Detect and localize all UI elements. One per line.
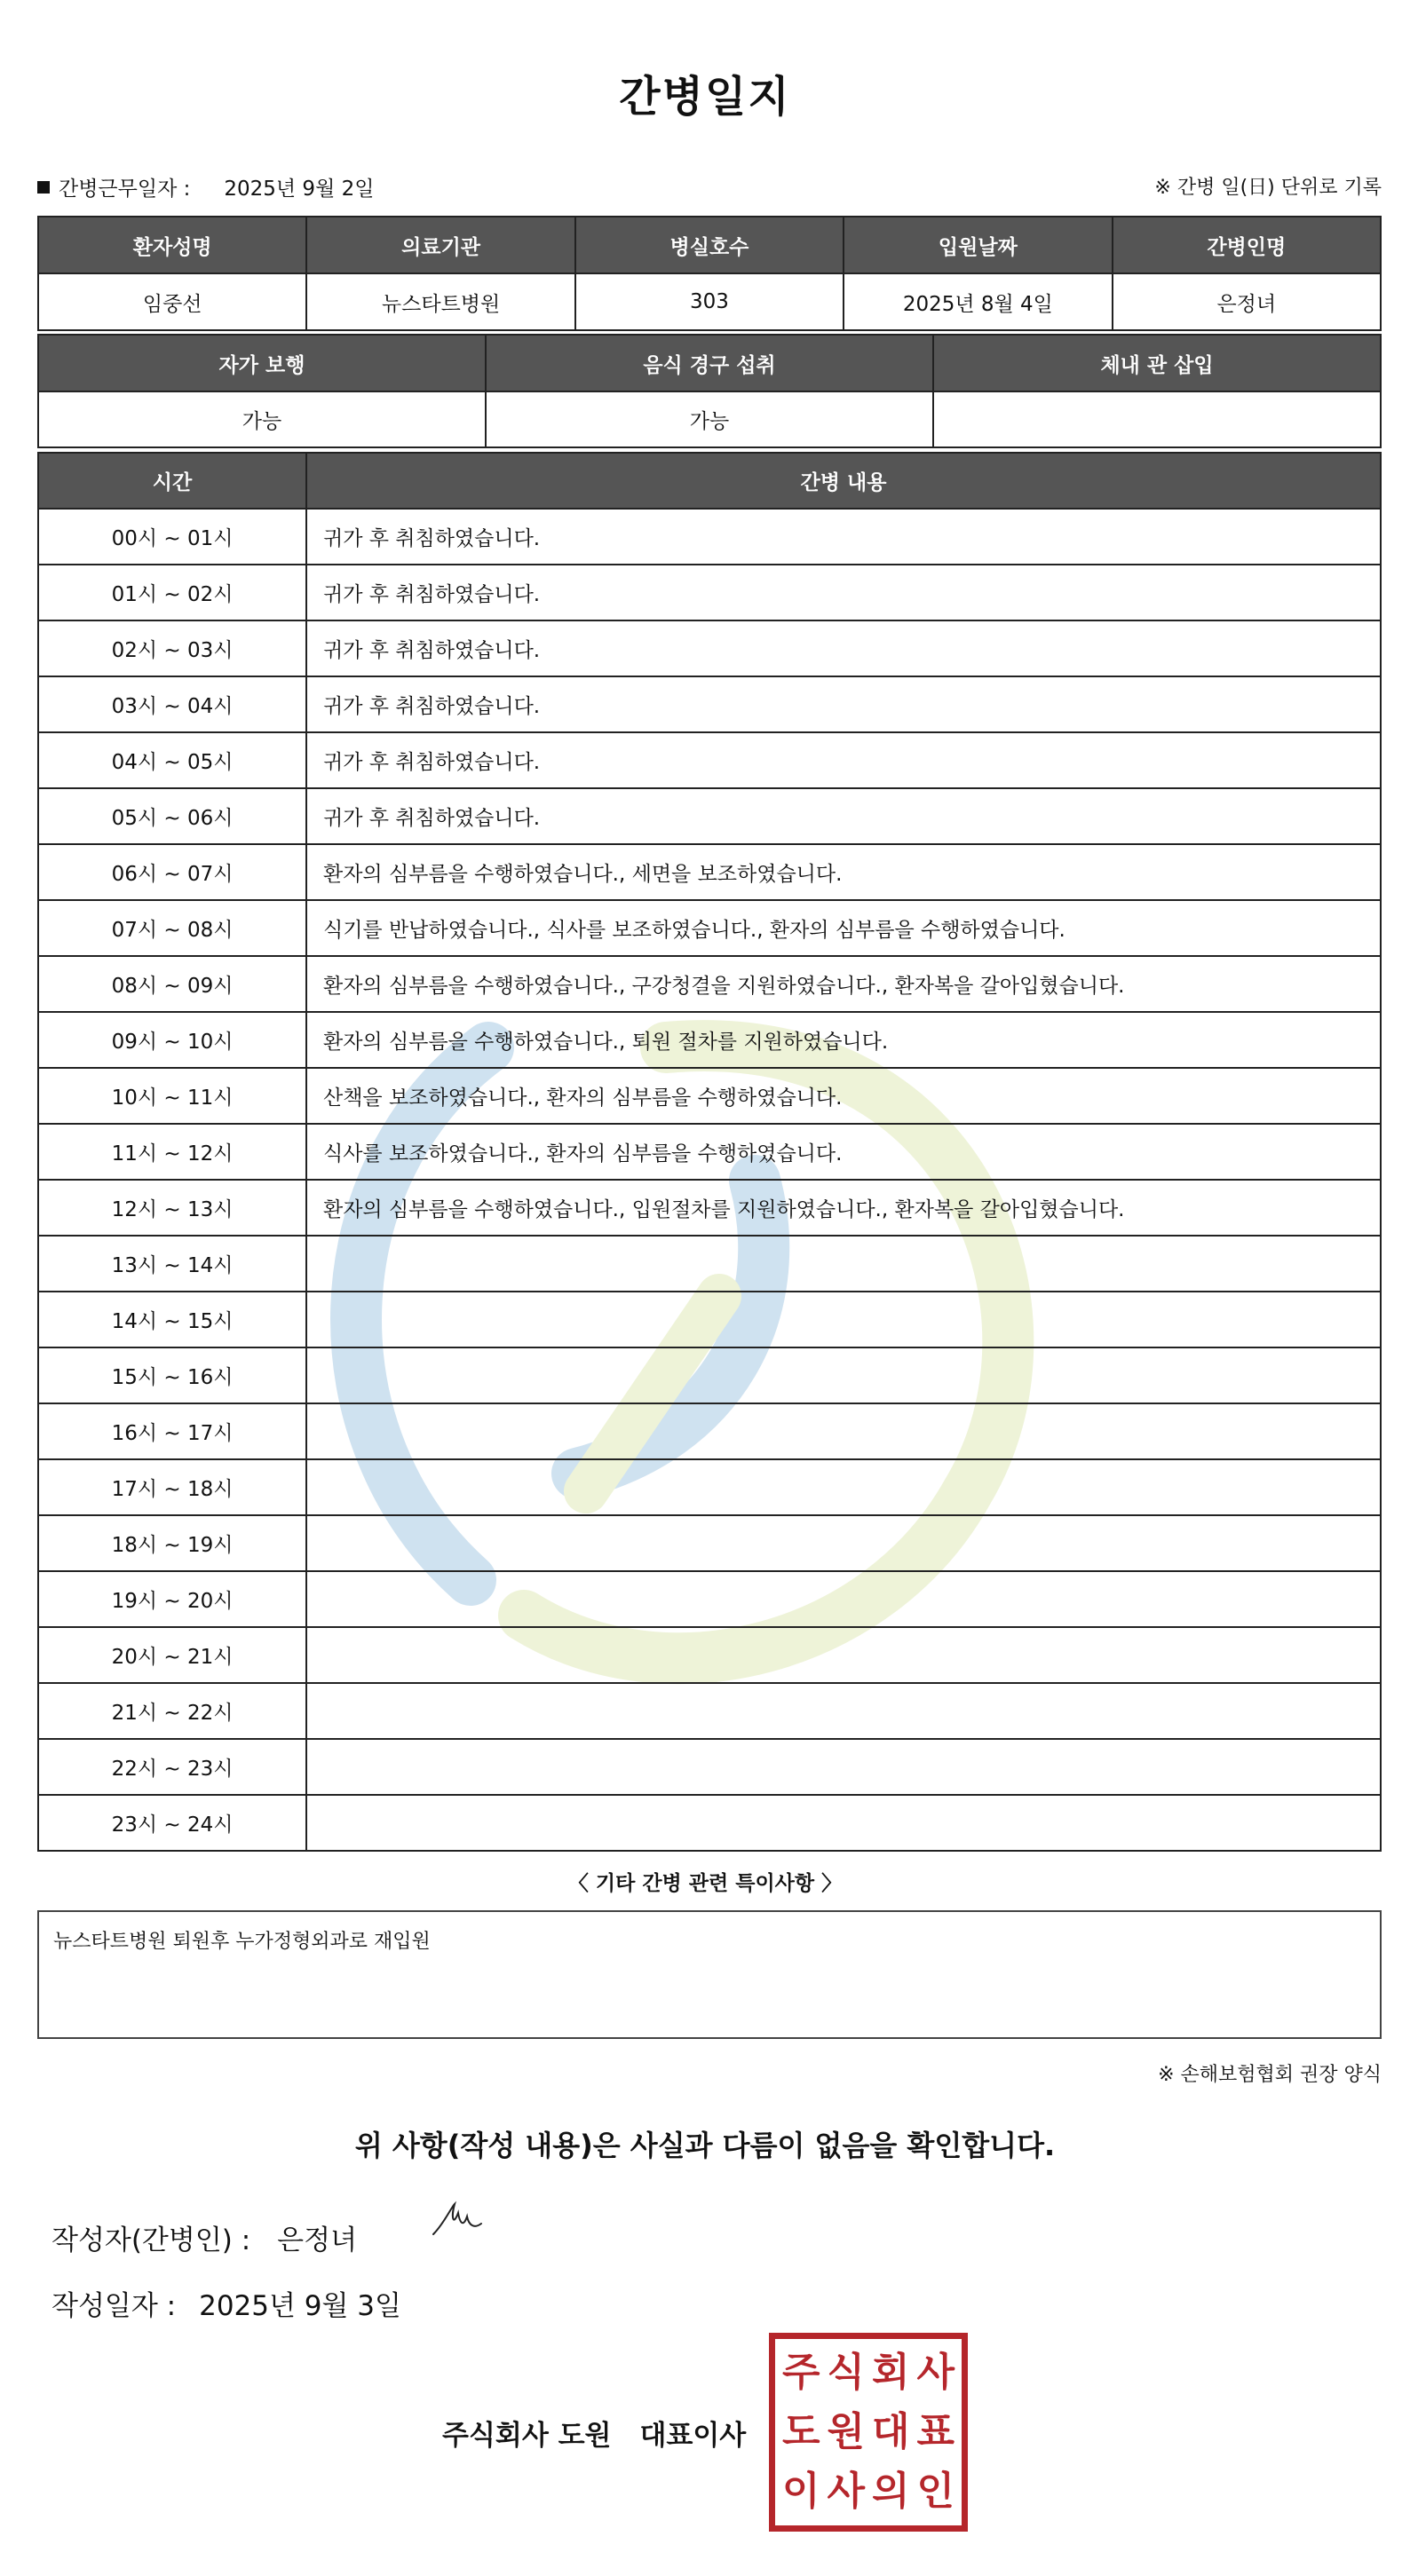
signature-mark bbox=[432, 2197, 485, 2241]
care-note bbox=[306, 1236, 1381, 1292]
table-row bbox=[38, 676, 1381, 732]
table-row bbox=[38, 844, 1381, 900]
table-row bbox=[38, 1627, 1381, 1683]
remarks-text: 뉴스타트병원 퇴원후 누가정형외과로 재입원 bbox=[53, 1931, 431, 1953]
table-row bbox=[38, 1795, 1381, 1851]
care-note bbox=[306, 1627, 1381, 1683]
care-time: 18시 ~ 19시 bbox=[38, 1515, 306, 1571]
page-title: 간병일지 bbox=[619, 72, 791, 122]
care-note: 환자의 심부름을 수행하였습니다., 입원절차를 지원하였습니다., 환자복을 갈아입혔습니다. bbox=[306, 1180, 1381, 1236]
written-date: 2025년 9월 3일 bbox=[199, 2290, 401, 2322]
written-date-line bbox=[51, 2283, 401, 2323]
care-time: 08시 ~ 09시 bbox=[38, 956, 306, 1012]
care-note: 식사를 보조하였습니다., 환자의 심부름을 수행하였습니다. bbox=[306, 1124, 1381, 1180]
table-row bbox=[38, 1292, 1381, 1347]
table-row bbox=[38, 1739, 1381, 1795]
unit-note: ※ 간병 일(日) 단위로 기록 bbox=[1154, 177, 1382, 199]
table-row bbox=[38, 788, 1381, 844]
writer-name: 은정녀 bbox=[277, 2224, 358, 2256]
table-row bbox=[38, 956, 1381, 1012]
table-row bbox=[38, 620, 1381, 676]
room-number: 303 bbox=[575, 273, 844, 330]
care-note bbox=[306, 1403, 1381, 1459]
oral-intake-value: 가능 bbox=[486, 391, 933, 447]
tube-value bbox=[933, 391, 1381, 447]
header-room: 병실호수 bbox=[575, 217, 844, 273]
care-note: 환자의 심부름을 수행하였습니다., 퇴원 절차를 지원하였습니다. bbox=[306, 1012, 1381, 1068]
care-time: 02시 ~ 03시 bbox=[38, 620, 306, 676]
work-date-value: 2025년 9월 2일 bbox=[224, 178, 375, 201]
work-date bbox=[37, 172, 374, 201]
care-time: 21시 ~ 22시 bbox=[38, 1683, 306, 1739]
table-row bbox=[38, 1347, 1381, 1403]
table-row bbox=[38, 1571, 1381, 1627]
care-note bbox=[306, 1795, 1381, 1851]
care-time: 07시 ~ 08시 bbox=[38, 900, 306, 956]
company-title: 대표이사 bbox=[639, 2420, 747, 2452]
written-date-label: 작성일자 : bbox=[51, 2290, 177, 2322]
table-row bbox=[38, 1180, 1381, 1236]
company-line bbox=[442, 2413, 746, 2453]
care-time: 04시 ~ 05시 bbox=[38, 732, 306, 788]
seal-char: 주 bbox=[781, 2349, 820, 2395]
table-row bbox=[38, 900, 1381, 956]
care-time: 13시 ~ 14시 bbox=[38, 1236, 306, 1292]
hospital: 뉴스타트병원 bbox=[306, 273, 574, 330]
remarks-title: 〈 기타 간병 관련 특이사항 〉 bbox=[567, 1872, 843, 1895]
care-time: 19시 ~ 20시 bbox=[38, 1571, 306, 1627]
patient-info-table bbox=[37, 216, 1382, 331]
care-time: 16시 ~ 17시 bbox=[38, 1403, 306, 1459]
header-tube: 체내 관 삽입 bbox=[933, 335, 1381, 391]
care-time: 12시 ~ 13시 bbox=[38, 1180, 306, 1236]
remarks-box bbox=[37, 1910, 1382, 2039]
care-note: 귀가 후 취침하였습니다. bbox=[306, 509, 1381, 565]
header-admission-date: 입원날짜 bbox=[844, 217, 1112, 273]
care-note: 환자의 심부름을 수행하였습니다., 구강청결을 지원하였습니다., 환자복을 갈아입혔습니다. bbox=[306, 956, 1381, 1012]
care-time: 15시 ~ 16시 bbox=[38, 1347, 306, 1403]
table-row bbox=[38, 1124, 1381, 1180]
care-note: 귀가 후 취침하였습니다. bbox=[306, 565, 1381, 620]
care-time: 14시 ~ 15시 bbox=[38, 1292, 306, 1347]
table-row bbox=[38, 1068, 1381, 1124]
seal-char: 사 bbox=[916, 2349, 955, 2395]
caregiver-name: 은정녀 bbox=[1113, 273, 1381, 330]
patient-status-table bbox=[37, 334, 1382, 448]
confirmation-statement: 위 사항(작성 내용)은 사실과 다름이 없음을 확인합니다. bbox=[354, 2129, 1056, 2162]
care-note: 귀가 후 취침하였습니다. bbox=[306, 732, 1381, 788]
company-seal bbox=[769, 2333, 968, 2532]
care-note: 산책을 보조하였습니다., 환자의 심부름을 수행하였습니다. bbox=[306, 1068, 1381, 1124]
admission-date: 2025년 8월 4일 bbox=[844, 273, 1112, 330]
seal-char: 이 bbox=[781, 2469, 820, 2515]
seal-char: 대 bbox=[871, 2408, 910, 2454]
table-row bbox=[38, 1515, 1381, 1571]
header-time: 시간 bbox=[38, 453, 306, 509]
table-row bbox=[38, 509, 1381, 565]
header-hospital: 의료기관 bbox=[306, 217, 574, 273]
header-care-content: 간병 내용 bbox=[306, 453, 1381, 509]
writer-line bbox=[51, 2217, 357, 2257]
care-log-table bbox=[37, 452, 1382, 1852]
care-note bbox=[306, 1515, 1381, 1571]
care-time: 06시 ~ 07시 bbox=[38, 844, 306, 900]
care-time: 09시 ~ 10시 bbox=[38, 1012, 306, 1068]
seal-char: 식 bbox=[827, 2349, 865, 2395]
care-note: 귀가 후 취침하였습니다. bbox=[306, 620, 1381, 676]
seal-char: 도 bbox=[781, 2408, 820, 2454]
table-row bbox=[38, 1236, 1381, 1292]
care-time: 01시 ~ 02시 bbox=[38, 565, 306, 620]
header-oral-intake: 음식 경구 섭취 bbox=[486, 335, 933, 391]
walking-value: 가능 bbox=[38, 391, 486, 447]
header-caregiver: 간병인명 bbox=[1113, 217, 1381, 273]
care-note bbox=[306, 1739, 1381, 1795]
table-row bbox=[38, 1403, 1381, 1459]
patient-name: 임중선 bbox=[38, 273, 306, 330]
header-patient-name: 환자성명 bbox=[38, 217, 306, 273]
care-note bbox=[306, 1571, 1381, 1627]
care-note: 식기를 반납하였습니다., 식사를 보조하였습니다., 환자의 심부름을 수행하였습니다. bbox=[306, 900, 1381, 956]
form-note: ※ 손해보험협회 권장 양식 bbox=[1158, 2064, 1382, 2086]
table-row bbox=[38, 1683, 1381, 1739]
care-time: 11시 ~ 12시 bbox=[38, 1124, 306, 1180]
care-time: 00시 ~ 01시 bbox=[38, 509, 306, 565]
care-note bbox=[306, 1459, 1381, 1515]
care-time: 22시 ~ 23시 bbox=[38, 1739, 306, 1795]
care-note: 귀가 후 취침하였습니다. bbox=[306, 676, 1381, 732]
care-time: 20시 ~ 21시 bbox=[38, 1627, 306, 1683]
header-walking: 자가 보행 bbox=[38, 335, 486, 391]
work-date-label: 간병근무일자 : bbox=[59, 178, 191, 201]
care-note bbox=[306, 1683, 1381, 1739]
table-row bbox=[38, 565, 1381, 620]
company-name: 주식회사 도원 bbox=[442, 2420, 612, 2452]
seal-char: 표 bbox=[916, 2408, 955, 2454]
care-time: 05시 ~ 06시 bbox=[38, 788, 306, 844]
seal-char: 의 bbox=[871, 2469, 910, 2515]
seal-char: 회 bbox=[871, 2349, 910, 2395]
seal-char: 원 bbox=[827, 2408, 865, 2454]
care-time: 03시 ~ 04시 bbox=[38, 676, 306, 732]
table-row bbox=[38, 1012, 1381, 1068]
care-time: 17시 ~ 18시 bbox=[38, 1459, 306, 1515]
bullet-square-icon bbox=[37, 181, 50, 194]
table-row bbox=[38, 732, 1381, 788]
care-time: 10시 ~ 11시 bbox=[38, 1068, 306, 1124]
care-note: 환자의 심부름을 수행하였습니다., 세면을 보조하였습니다. bbox=[306, 844, 1381, 900]
table-row bbox=[38, 1459, 1381, 1515]
seal-char: 인 bbox=[916, 2469, 955, 2515]
care-note bbox=[306, 1292, 1381, 1347]
care-note: 귀가 후 취침하였습니다. bbox=[306, 788, 1381, 844]
writer-label: 작성자(간병인) : bbox=[51, 2224, 251, 2256]
care-note bbox=[306, 1347, 1381, 1403]
seal-char: 사 bbox=[827, 2469, 865, 2515]
care-time: 23시 ~ 24시 bbox=[38, 1795, 306, 1851]
